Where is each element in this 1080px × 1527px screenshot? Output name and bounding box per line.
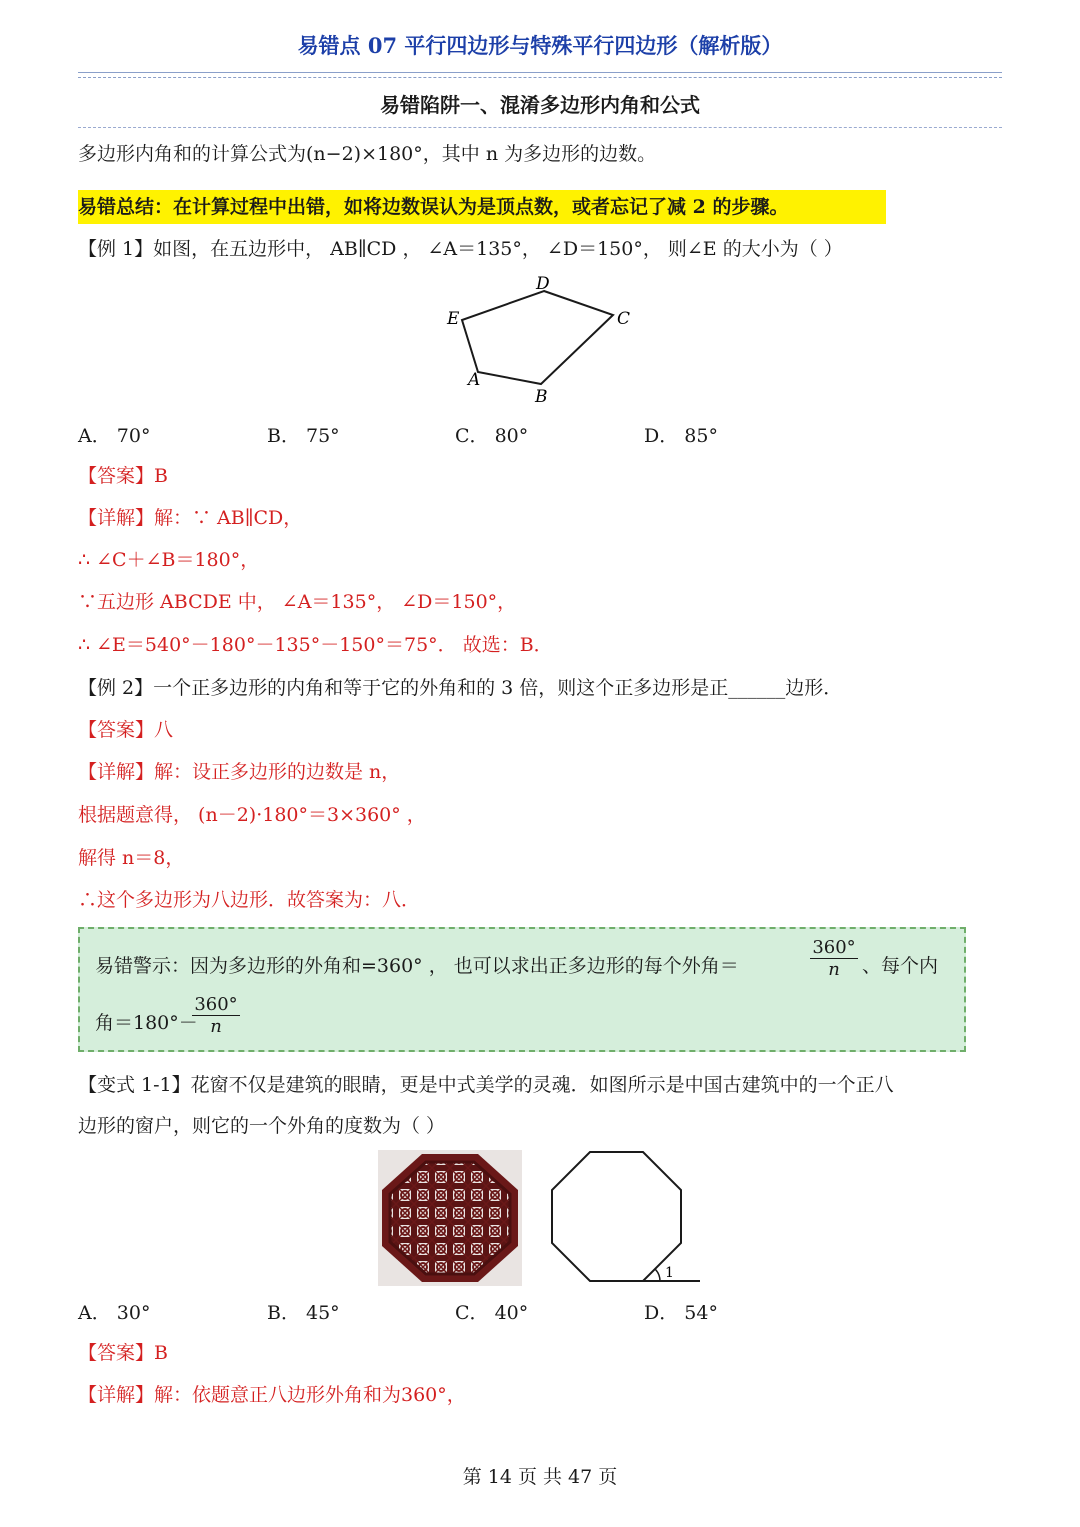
example1-question: 【例 1】如图，在五边形中， AB∥CD ， ∠A＝135°， ∠D＝150°， 则∠E 的大小为（ ） — [78, 238, 843, 260]
option-a[interactable]: A． 70° — [78, 425, 151, 447]
fraction-denominator: n — [828, 959, 840, 980]
variant-question-1: 【变式 1-1】花窗不仅是建筑的眼睛，更是中式美学的灵魂．如图所示是中国古建筑中的一个正八 — [78, 1074, 894, 1096]
page-header-title: 易错点 07 平行四边形与特殊平行四边形（解析版） — [297, 33, 783, 58]
header-rule-dashed — [78, 77, 1002, 78]
answer-tag: 【答案】 — [78, 465, 155, 487]
example1-detail-3: ∵五边形 ABCDE 中， ∠A＝135°， ∠D＝150°， — [78, 591, 517, 613]
intro-formula: (n−2)×180° — [306, 143, 423, 165]
warning-line2: 角＝180°－ — [95, 1012, 198, 1034]
intro-suffix: ，其中 n 为多边形的边数。 — [422, 143, 657, 165]
example1-answer — [78, 462, 168, 490]
example1-detail-4: ∴ ∠E＝540°－180°－135°－150°＝75°． 故选：B． — [78, 634, 553, 656]
fraction-numerator: 360° — [810, 937, 858, 959]
example2-question: 【例 2】一个正多边形的内角和等于它的外角和的 3 倍，则这个正多边形是正______边形． — [78, 677, 843, 699]
warning-box — [78, 927, 966, 1052]
example1-detail-2: ∴ ∠C＋∠B＝180°， — [78, 549, 260, 571]
option-a[interactable]: A． 30° — [78, 1302, 151, 1324]
variant-answer — [78, 1339, 168, 1367]
answer-value: 八 — [154, 719, 174, 741]
option-d[interactable]: D． 85° — [644, 425, 718, 447]
intro-text — [78, 140, 656, 168]
example2-answer — [78, 716, 173, 744]
warning-fraction-2 — [192, 994, 240, 1037]
angle-label-1: 1 — [665, 1265, 674, 1281]
answer-value: B — [154, 465, 168, 487]
label-D: D — [536, 274, 550, 294]
option-b[interactable]: B． 75° — [267, 425, 340, 447]
section-title: 易错陷阱一、混淆多边形内角和公式 — [380, 93, 700, 117]
warning-fraction-1 — [810, 937, 858, 980]
example2-detail-4: ∴这个多边形为八边形．故答案为：八． — [78, 889, 421, 911]
example2-detail-1: 【详解】解：设正多边形的边数是 n， — [78, 761, 401, 783]
octagon-figure — [548, 1148, 708, 1288]
error-summary: 易错总结：在计算过程中出错，如将边数误认为是顶点数，或者忘记了减 2 的步骤。 — [78, 190, 886, 224]
page-footer: 第 14 页 共 47 页 — [462, 1466, 618, 1488]
option-d[interactable]: D． 54° — [644, 1302, 718, 1324]
option-c[interactable]: C． 40° — [455, 1302, 529, 1324]
option-b[interactable]: B． 45° — [267, 1302, 340, 1324]
label-B: B — [535, 387, 548, 407]
intro-prefix: 多边形内角和的计算公式为 — [78, 143, 307, 165]
header-rule — [78, 72, 1002, 73]
variant-question-2: 边形的窗户，则它的一个外角的度数为（ ） — [78, 1115, 446, 1137]
answer-tag: 【答案】 — [78, 719, 155, 741]
warning-line1-tail: 、每个内 — [862, 955, 939, 977]
example2-detail-2: 根据题意得， (n－2)·180°＝3×360° ， — [78, 804, 426, 826]
label-C: C — [617, 309, 631, 329]
example1-detail-1: 【详解】解：∵ AB∥CD， — [78, 507, 303, 529]
fraction-denominator: n — [210, 1016, 222, 1037]
variant-detail-1: 【详解】解：依题意正八边形外角和为360°， — [78, 1384, 466, 1406]
label-A: A — [468, 370, 481, 390]
section-rule — [78, 127, 1002, 128]
example2-detail-3: 解得 n＝8， — [78, 847, 185, 869]
answer-tag: 【答案】 — [78, 1342, 155, 1364]
pentagon-figure — [430, 268, 650, 408]
warning-line1: 易错警示：因为多边形的外角和=360° ， 也可以求出正多边形的每个外角＝ — [95, 955, 739, 977]
label-E: E — [447, 309, 460, 329]
fraction-numerator: 360° — [192, 994, 240, 1016]
lattice-window-image — [378, 1150, 522, 1286]
answer-value: B — [154, 1342, 168, 1364]
option-c[interactable]: C． 80° — [455, 425, 529, 447]
